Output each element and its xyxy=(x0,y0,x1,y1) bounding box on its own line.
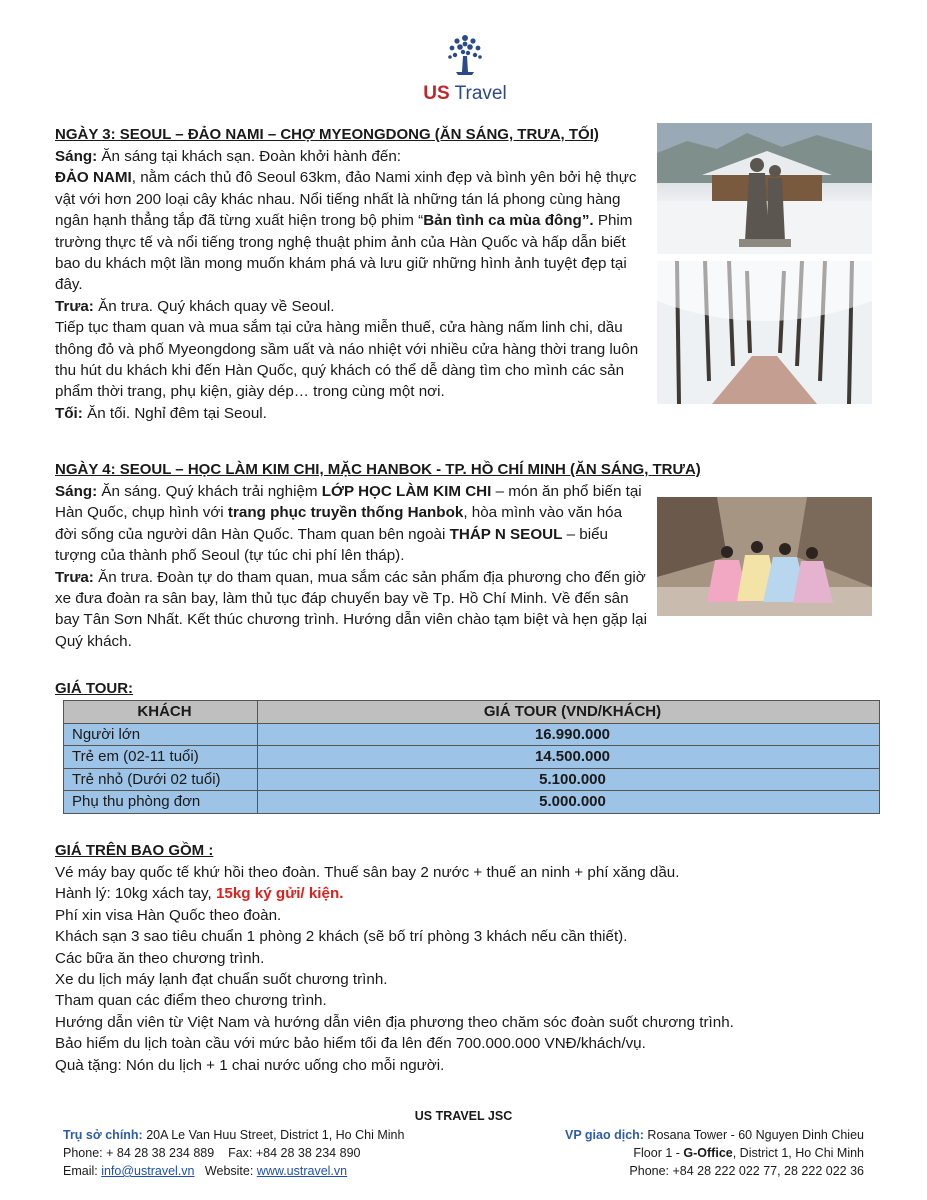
price-cell: 14.500.000 xyxy=(258,746,880,769)
included-heading: GIÁ TRÊN BAO GỒM : xyxy=(55,842,214,859)
list-item: Xe du lịch máy lạnh đạt chuẩn suốt chương trình. xyxy=(55,971,388,989)
nami-snow-tree-lane-photo xyxy=(657,261,872,404)
hq-address: 20A Le Van Huu Street, District 1, Ho Chi Minh xyxy=(142,1128,405,1142)
day3-evening xyxy=(55,403,647,424)
day3-evening-label: Tối: xyxy=(55,404,83,422)
office-phone: Phone: +84 28 222 022 77, 28 222 022 36 xyxy=(629,1164,864,1178)
office-district: , District 1, Ho Chi Minh xyxy=(732,1146,864,1160)
price-cell: 16.990.000 xyxy=(258,723,880,746)
logo-prefix: US xyxy=(423,83,450,104)
day3-heading: NGÀY 3: SEOUL – ĐẢO NAMI – CHỢ MYEONGDONG (ĂN SÁNG, TRƯA, TỐI) xyxy=(55,126,599,143)
guest-cell: Người lớn xyxy=(64,723,258,746)
day3-morning xyxy=(55,146,647,167)
day4-morning-label: Sáng: xyxy=(55,483,98,500)
office-floor: Floor 1 - xyxy=(633,1146,684,1160)
n-seoul-tower-label: THÁP N SEOUL xyxy=(449,525,563,543)
day4-body xyxy=(55,481,647,652)
day3-noon xyxy=(55,296,647,317)
nami-couple-statue-photo xyxy=(657,123,872,254)
list-item: Khách sạn 3 sao tiêu chuẩn 1 phòng 2 khách (sẽ bố trí phòng 3 khách nếu cần thiết). xyxy=(55,928,628,946)
table-row xyxy=(64,723,880,746)
day4-noon xyxy=(55,567,647,653)
included-list xyxy=(55,862,885,1076)
col-price-header: GIÁ TOUR (VND/KHÁCH) xyxy=(258,701,880,724)
list-item xyxy=(55,883,885,904)
list-item: Tham quan các điểm theo chương trình. xyxy=(55,992,327,1010)
price-cell: 5.000.000 xyxy=(258,791,880,814)
list-item: Quà tặng: Nón du lịch + 1 chai nước uống cho mỗi người. xyxy=(55,1056,445,1074)
office-address: Rosana Tower - 60 Nguyen Dinh Chieu xyxy=(643,1128,864,1142)
col-guest-header: KHÁCH xyxy=(64,701,258,724)
website-label: Website: xyxy=(194,1164,257,1178)
logo-name: Travel xyxy=(454,83,507,104)
day3-body xyxy=(55,146,647,424)
nami-text: , nằm cách thủ đô Seoul 63km, đảo Nami xinh đẹp và bình yên bởi hệ thực vật với hơn 200 loại cây khác nhau. Nổi tiếng nhất là những tán lá phong cùng hàng ngân hạnh thẳng tắp đã từng xuất hiện trong bộ phim “ xyxy=(55,169,637,230)
day4-morning-text4: – biểu tượng của thành phố Seoul (tự túc chi phí lên tháp). xyxy=(55,525,608,565)
guest-cell: Trẻ nhỏ (Dưới 02 tuổi) xyxy=(64,768,258,791)
hanbok-girls-photo xyxy=(657,497,872,616)
day4-noon-label: Trưa: xyxy=(55,568,94,586)
nami-label: ĐẢO NAMI xyxy=(55,169,132,187)
hanbok-label: trang phục truyền thống Hanbok xyxy=(227,504,464,522)
film-title: Bản tình ca mùa đông”. xyxy=(423,212,594,230)
email-link[interactable]: info@ustravel.vn xyxy=(101,1164,195,1178)
day4-morning-text1: Ăn sáng. Quý khách trải nghiệm xyxy=(97,483,322,500)
day4-morning-text2: – món ăn phổ biến tại Hàn Quốc, chụp hình với xyxy=(55,483,642,522)
guest-cell: Trẻ em (02-11 tuổi) xyxy=(64,746,258,769)
footer xyxy=(0,1107,927,1178)
kimchi-class-label: LỚP HỌC LÀM KIM CHI xyxy=(321,483,492,500)
day3-evening-text: Ăn tối. Nghỉ đêm tại Seoul. xyxy=(82,404,267,422)
list-item: Các bữa ăn theo chương trình. xyxy=(55,949,265,967)
logo-wordmark xyxy=(410,83,520,105)
footer-office xyxy=(565,1126,864,1180)
website-link[interactable]: www.ustravel.vn xyxy=(256,1164,348,1178)
day4-morning-text3: , hòa mình vào văn hóa đời sống của người dân Hàn Quốc. Tham quan bên ngoài xyxy=(55,504,623,543)
day3-nami xyxy=(55,167,647,295)
day3-noon-label: Trưa: xyxy=(55,297,94,315)
day4-noon-text: Ăn trưa. Đoàn tự do tham quan, mua sắm các sản phẩm địa phương cho đến giờ xe đưa đoàn ra sân bay, làm thủ tục đáp chuyến bay về Tp. Hồ Chí Minh. Về đến sân bay Tân Sơn Nhất. Kết thúc chương trình. Hướng dẫn viên chào tạm biệt và hẹn gặp lại Quý khách. xyxy=(55,568,647,650)
office-name: G-Office xyxy=(683,1146,733,1160)
film-text: Phim trường thực tế và nổi tiếng trong nghệ thuật phim ảnh của Hàn Quốc và hấp dẫn biết bao du khách một lần mong muốn khám phá và lưu giữ những hình ảnh tuyệt đẹp tại đây. xyxy=(55,212,633,294)
day4-heading: NGÀY 4: SEOUL – HỌC LÀM KIM CHI, MẶC HANBOK - TP. HỒ CHÍ MINH (ĂN SÁNG, TRƯA) xyxy=(55,461,701,478)
office-label: VP giao dịch: xyxy=(565,1128,644,1142)
guest-cell: Phụ thu phòng đơn xyxy=(64,791,258,814)
footer-company: US TRAVEL JSC xyxy=(414,1109,513,1123)
list-item: Phí xin visa Hàn Quốc theo đoàn. xyxy=(55,906,282,924)
day3-morning-label: Sáng: xyxy=(55,148,98,165)
day4-morning xyxy=(55,481,647,567)
luggage-text: Hành lý: 10kg xách tay, xyxy=(55,885,216,903)
table-row xyxy=(64,746,880,769)
list-item: Vé máy bay quốc tế khứ hồi theo đoàn. Thuế sân bay 2 nước + thuế an ninh + phí xăng dầu. xyxy=(55,864,680,881)
list-item: Bảo hiểm du lịch toàn cầu với mức bảo hiểm tối đa lên đến 700.000.000 VNĐ/khách/vụ. xyxy=(55,1035,646,1053)
list-item: Hướng dẫn viên từ Việt Nam và hướng dẫn viên địa phương theo chăm sóc đoàn suốt chương trình. xyxy=(55,1013,734,1031)
company-logo xyxy=(410,30,520,104)
price-cell: 5.100.000 xyxy=(258,768,880,791)
price-table xyxy=(63,700,880,814)
price-table-header xyxy=(64,701,880,724)
price-heading: GIÁ TOUR: xyxy=(55,680,134,697)
footer-hq xyxy=(63,1126,404,1180)
email-label: Email: xyxy=(63,1164,102,1178)
hq-label: Trụ sở chính: xyxy=(63,1128,143,1142)
checked-luggage-highlight: 15kg ký gửi/ kiện. xyxy=(215,885,344,903)
hq-phone: Phone: + 84 28 38 234 889 Fax: +84 28 38 234 890 xyxy=(63,1146,361,1160)
table-row xyxy=(64,791,880,814)
day3-morning-text: Ăn sáng tại khách sạn. Đoàn khởi hành đến: xyxy=(97,148,401,165)
table-row xyxy=(64,768,880,791)
tree-logo-icon xyxy=(442,30,488,76)
day3-noon-text: Ăn trưa. Quý khách quay về Seoul. xyxy=(93,297,335,315)
day3-shopping: Tiếp tục tham quan và mua sắm tại cửa hàng miễn thuế, cửa hàng nấm linh chi, dầu thông đỏ và phố Myeongdong sầm uất và náo nhiệt với nhiều cửa hàng thời trang luôn thu hút du khách khi đến Hàn Quốc, quý khách có thể dễ dàng tìm cho mình các sản phẩm thời trang, phụ kiện, giày dép… trong cùng một nơi. xyxy=(55,319,639,401)
